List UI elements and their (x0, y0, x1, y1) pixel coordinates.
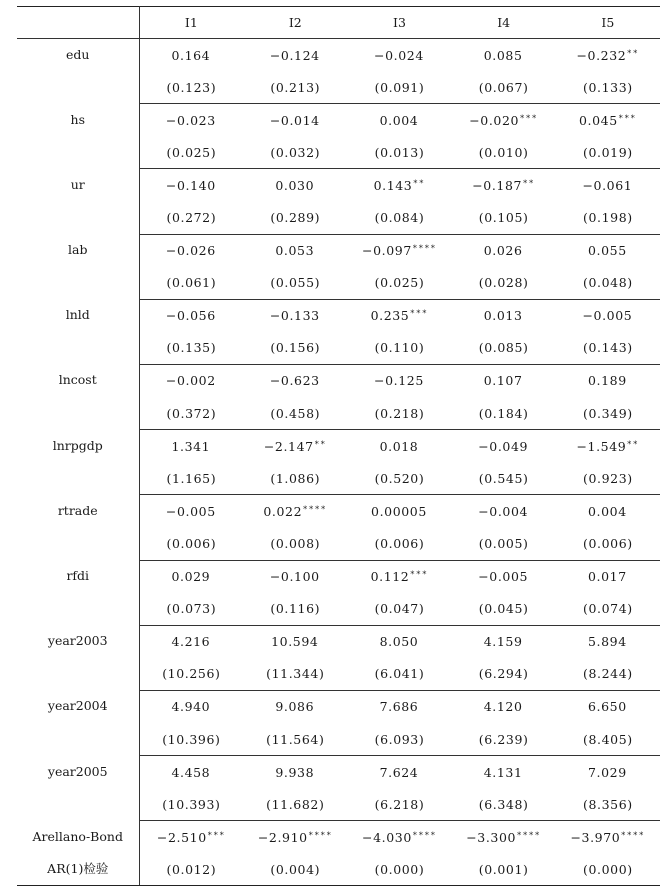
coef-cell (347, 104, 451, 137)
coef-value: −0.187 (472, 177, 523, 193)
coef-value: 1.341 (171, 438, 211, 454)
variable-name: ur (17, 169, 139, 234)
coef-row (17, 495, 660, 528)
coef-value: −0.100 (269, 569, 320, 585)
coef-value: 0.045 (578, 112, 618, 128)
std-error-cell: (0.289) (243, 201, 347, 234)
std-error-cell: (0.006) (556, 527, 660, 560)
std-error-cell: (0.006) (347, 527, 451, 560)
coef-value: 0.030 (275, 177, 315, 193)
coef-cell (139, 625, 243, 658)
std-error-cell: (0.047) (347, 593, 451, 626)
variable-name: year2003 (17, 625, 139, 690)
coef-cell (452, 39, 556, 72)
std-error-cell: (0.135) (139, 332, 243, 365)
std-error-cell: (0.055) (243, 267, 347, 300)
coef-cell (556, 39, 660, 72)
coef-value: 0.018 (379, 438, 419, 454)
coef-value: −2.510 (156, 829, 207, 845)
coef-row (17, 821, 660, 854)
coef-value: 4.940 (171, 699, 211, 715)
coef-cell (243, 104, 347, 137)
significance-stars: *** (618, 113, 637, 123)
coef-value: −0.133 (269, 308, 320, 324)
coef-cell (243, 821, 347, 854)
header-cell-i2: I2 (243, 7, 347, 39)
coef-cell (347, 430, 451, 463)
std-error-cell: (6.348) (452, 788, 556, 821)
variable-name: edu (17, 39, 139, 104)
std-error-cell: (0.213) (243, 71, 347, 104)
coef-cell (556, 495, 660, 528)
std-error-cell: (0.004) (243, 853, 347, 886)
coef-row (17, 430, 660, 463)
coef-row (17, 364, 660, 397)
coef-cell (243, 234, 347, 267)
std-error-cell: (0.000) (347, 853, 451, 886)
significance-stars: ** (523, 178, 536, 188)
coef-row (17, 756, 660, 789)
variable-name: lnrpgdp (17, 430, 139, 495)
regression-table (17, 6, 660, 886)
coef-cell (556, 169, 660, 202)
coef-value: −4.030 (362, 829, 412, 845)
coef-value: 6.650 (587, 699, 627, 715)
significance-stars: **** (412, 830, 437, 840)
std-error-cell: (10.393) (139, 788, 243, 821)
coef-value: −0.124 (269, 47, 320, 63)
std-error-cell: (0.218) (347, 397, 451, 430)
coef-cell (556, 430, 660, 463)
std-error-cell: (0.085) (452, 332, 556, 365)
std-error-cell: (6.218) (347, 788, 451, 821)
header-cell-i3: I3 (347, 7, 451, 39)
coef-cell (452, 299, 556, 332)
coef-value: 0.026 (483, 243, 523, 259)
coef-cell (347, 756, 451, 789)
variable-name-line2: AR(1)检验 (17, 853, 139, 886)
coef-cell (347, 560, 451, 593)
se-row (17, 853, 660, 886)
coef-value: 4.458 (171, 764, 211, 780)
coef-value: −3.300 (466, 829, 517, 845)
coef-value: −0.004 (478, 503, 529, 519)
coef-value: −0.026 (165, 243, 216, 259)
coef-value: 7.624 (379, 764, 419, 780)
coef-cell (139, 234, 243, 267)
std-error-cell: (6.041) (347, 658, 451, 691)
std-error-cell: (0.084) (347, 201, 451, 234)
coef-value: −0.005 (478, 569, 529, 585)
significance-stars: *** (410, 309, 429, 319)
coef-cell (139, 364, 243, 397)
coef-cell (452, 756, 556, 789)
coef-cell (243, 756, 347, 789)
coef-cell (452, 560, 556, 593)
std-error-cell: (0.198) (556, 201, 660, 234)
coef-cell (243, 690, 347, 723)
coef-cell (243, 299, 347, 332)
coef-cell (347, 299, 451, 332)
coef-cell (243, 560, 347, 593)
std-error-cell: (0.520) (347, 462, 451, 495)
coef-row (17, 169, 660, 202)
std-error-cell: (0.116) (243, 593, 347, 626)
header-row (17, 7, 660, 39)
std-error-cell: (0.110) (347, 332, 451, 365)
coef-cell (556, 560, 660, 593)
coef-cell (556, 104, 660, 137)
coef-row (17, 690, 660, 723)
variable-name: rfdi (17, 560, 139, 625)
std-error-cell: (1.086) (243, 462, 347, 495)
coef-cell (139, 690, 243, 723)
coef-cell (243, 625, 347, 658)
coef-cell (452, 169, 556, 202)
coef-value: −3.970 (570, 829, 621, 845)
coef-cell (556, 690, 660, 723)
std-error-cell: (0.012) (139, 853, 243, 886)
coef-value: 4.120 (483, 699, 523, 715)
coef-value: −0.002 (165, 373, 216, 389)
significance-stars: *** (410, 570, 429, 580)
std-error-cell: (0.143) (556, 332, 660, 365)
variable-name: lncost (17, 364, 139, 429)
coef-value: −0.014 (269, 112, 320, 128)
coef-cell (243, 169, 347, 202)
significance-stars: **** (412, 244, 437, 254)
variable-name: lab (17, 234, 139, 299)
std-error-cell: (0.074) (556, 593, 660, 626)
coef-cell (347, 625, 451, 658)
coef-value: 0.112 (370, 569, 410, 585)
significance-stars: ** (413, 178, 426, 188)
coef-cell (347, 690, 451, 723)
std-error-cell: (0.025) (139, 136, 243, 169)
coef-row (17, 234, 660, 267)
coef-row (17, 104, 660, 137)
coef-value: 0.017 (587, 569, 627, 585)
coef-cell (139, 104, 243, 137)
std-error-cell: (0.091) (347, 71, 451, 104)
coef-cell (139, 560, 243, 593)
coef-cell (556, 821, 660, 854)
std-error-cell: (0.008) (243, 527, 347, 560)
coef-value: 7.686 (379, 699, 419, 715)
coef-cell (556, 625, 660, 658)
coef-value: 0.013 (483, 308, 523, 324)
coef-cell (139, 756, 243, 789)
coef-cell (139, 39, 243, 72)
coef-value: 5.894 (587, 634, 627, 650)
coef-value: 0.004 (379, 112, 419, 128)
coef-cell (139, 430, 243, 463)
std-error-cell: (11.682) (243, 788, 347, 821)
coef-value: 4.216 (171, 634, 211, 650)
coef-cell (347, 821, 451, 854)
coef-value: −0.005 (582, 308, 633, 324)
coef-value: 0.055 (587, 243, 627, 259)
coef-cell (452, 821, 556, 854)
coef-value: −2.147 (263, 438, 314, 454)
coef-cell (139, 299, 243, 332)
std-error-cell: (0.005) (452, 527, 556, 560)
std-error-cell: (0.545) (452, 462, 556, 495)
coef-cell (556, 234, 660, 267)
variable-name: rtrade (17, 495, 139, 560)
coef-value: 9.938 (275, 764, 315, 780)
coef-value: 7.029 (587, 764, 627, 780)
std-error-cell: (0.013) (347, 136, 451, 169)
std-error-cell: (0.006) (139, 527, 243, 560)
coef-value: 0.00005 (371, 503, 427, 519)
header-cell-i4: I4 (452, 7, 556, 39)
std-error-cell: (6.294) (452, 658, 556, 691)
std-error-cell: (6.093) (347, 723, 451, 756)
coef-cell (347, 364, 451, 397)
coef-value: −0.049 (478, 438, 529, 454)
coef-cell (347, 39, 451, 72)
significance-stars: **** (308, 830, 333, 840)
std-error-cell: (0.025) (347, 267, 451, 300)
header-cell-i1: I1 (139, 7, 243, 39)
coef-cell (347, 169, 451, 202)
table-body (17, 39, 660, 886)
std-error-cell: (0.923) (556, 462, 660, 495)
variable-name: lnld (17, 299, 139, 364)
coef-value: −2.910 (257, 829, 308, 845)
coef-cell (139, 495, 243, 528)
coef-cell (556, 299, 660, 332)
significance-stars: **** (303, 504, 328, 514)
coef-cell (452, 430, 556, 463)
coef-value: −0.023 (165, 112, 216, 128)
variable-name: Arellano-Bond (17, 821, 139, 854)
std-error-cell: (0.123) (139, 71, 243, 104)
coef-value: 0.164 (171, 47, 211, 63)
significance-stars: ** (627, 439, 640, 449)
std-error-cell: (8.405) (556, 723, 660, 756)
significance-stars: ** (314, 439, 327, 449)
std-error-cell: (10.256) (139, 658, 243, 691)
significance-stars: **** (517, 830, 542, 840)
std-error-cell: (0.001) (452, 853, 556, 886)
significance-stars: **** (621, 830, 646, 840)
coef-row (17, 39, 660, 72)
coef-cell (452, 690, 556, 723)
coef-value: 0.029 (171, 569, 211, 585)
std-error-cell: (0.000) (556, 853, 660, 886)
coef-cell (243, 430, 347, 463)
header-cell-empty (17, 7, 139, 39)
coef-value: 0.189 (587, 373, 627, 389)
std-error-cell: (0.184) (452, 397, 556, 430)
std-error-cell: (0.073) (139, 593, 243, 626)
coef-cell (452, 234, 556, 267)
std-error-cell: (0.045) (452, 593, 556, 626)
coef-cell (139, 169, 243, 202)
variable-name: year2005 (17, 756, 139, 821)
variable-name: year2004 (17, 690, 139, 755)
coef-value: −0.020 (469, 112, 520, 128)
std-error-cell: (6.239) (452, 723, 556, 756)
std-error-cell: (0.061) (139, 267, 243, 300)
significance-stars: *** (520, 113, 539, 123)
coef-cell (556, 364, 660, 397)
coef-value: 0.022 (263, 503, 303, 519)
header-cell-i5: I5 (556, 7, 660, 39)
coef-value: −0.140 (165, 177, 216, 193)
coef-value: 0.053 (275, 243, 315, 259)
coef-value: 0.107 (483, 373, 523, 389)
coef-value: 0.085 (483, 47, 523, 63)
std-error-cell: (0.349) (556, 397, 660, 430)
coef-cell (243, 364, 347, 397)
coef-value: −0.125 (374, 373, 424, 389)
coef-cell (139, 821, 243, 854)
significance-stars: ** (627, 48, 640, 58)
coef-cell (452, 104, 556, 137)
coef-value: 4.131 (483, 764, 523, 780)
coef-value: 10.594 (271, 634, 319, 650)
std-error-cell: (0.372) (139, 397, 243, 430)
coef-value: −1.549 (576, 438, 627, 454)
std-error-cell: (0.019) (556, 136, 660, 169)
std-error-cell: (0.010) (452, 136, 556, 169)
std-error-cell: (11.344) (243, 658, 347, 691)
std-error-cell: (0.272) (139, 201, 243, 234)
std-error-cell: (0.458) (243, 397, 347, 430)
coef-cell (347, 495, 451, 528)
coef-value: 9.086 (275, 699, 315, 715)
std-error-cell: (0.032) (243, 136, 347, 169)
variable-name: hs (17, 104, 139, 169)
coef-row (17, 299, 660, 332)
coef-value: 8.050 (379, 634, 419, 650)
coef-cell (556, 756, 660, 789)
std-error-cell: (8.356) (556, 788, 660, 821)
coef-cell (243, 39, 347, 72)
std-error-cell: (0.048) (556, 267, 660, 300)
coef-value: −0.232 (576, 47, 627, 63)
coef-row (17, 625, 660, 658)
coef-value: −0.061 (582, 177, 633, 193)
std-error-cell: (8.244) (556, 658, 660, 691)
coef-value: −0.056 (165, 308, 216, 324)
coef-value: 0.235 (370, 308, 410, 324)
coef-row (17, 560, 660, 593)
significance-stars: *** (207, 830, 226, 840)
coef-cell (452, 625, 556, 658)
coef-cell (452, 495, 556, 528)
coef-cell (347, 234, 451, 267)
coef-value: 4.159 (483, 634, 523, 650)
std-error-cell: (1.165) (139, 462, 243, 495)
coef-value: −0.024 (374, 47, 424, 63)
std-error-cell: (0.028) (452, 267, 556, 300)
std-error-cell: (0.133) (556, 71, 660, 104)
std-error-cell: (10.396) (139, 723, 243, 756)
coef-cell (243, 495, 347, 528)
std-error-cell: (0.067) (452, 71, 556, 104)
coef-value: 0.143 (373, 177, 413, 193)
std-error-cell: (0.156) (243, 332, 347, 365)
coef-value: −0.097 (362, 243, 412, 259)
coef-cell (452, 364, 556, 397)
std-error-cell: (0.105) (452, 201, 556, 234)
std-error-cell: (11.564) (243, 723, 347, 756)
coef-value: −0.005 (165, 503, 216, 519)
coef-value: −0.623 (269, 373, 320, 389)
coef-value: 0.004 (587, 503, 627, 519)
